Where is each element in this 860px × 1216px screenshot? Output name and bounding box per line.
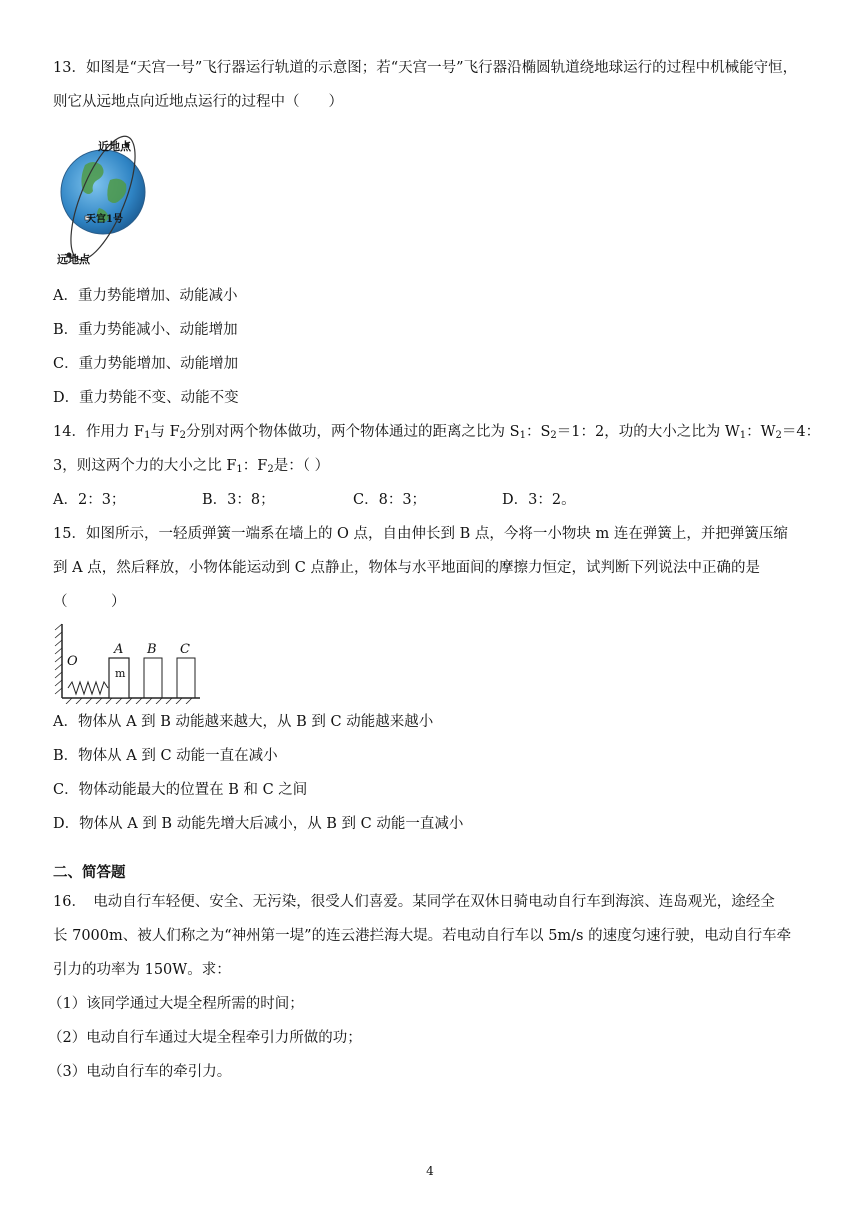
q14-stem-line2: 3，则这两个力的大小之比 $F_1$：$F_2$是：（ ） [53,458,330,475]
q16-stem-line3: 引力的功率为 150W。求： [53,962,231,978]
q13-stem-line1: 13．如图是“天宫一号”飞行器运行轨道的示意图；若“天宫一号”飞行器沿椭圆轨道绕地球运行的过程中机械能守恒， [53,60,798,76]
q16-stem-line1: 16． 电动自行车轻便、安全、无污染，很受人们喜爱。某同学在双休日骑电动自行车到海滨、连岛观光，途经全 [53,894,775,910]
block-b [144,658,162,698]
q16-part-1: （1）该同学通过大堤全程所需的时间； [48,996,304,1012]
spring [68,682,108,694]
q15-stem-line1: 15．如图所示，一轻质弹簧一端系在墙上的 O 点，自由伸长到 B 点，今将一小物块 m 连在弹簧上，并把弹簧压缩 [53,526,788,542]
page-number: 4 [426,1164,434,1178]
label-a: A [114,642,124,657]
q15-stem-line2: 到 A 点，然后释放，小物体能运动到 C 点静止，物体与水平地面间的摩擦力恒定，试判断下列说法中正确的是 [53,560,760,576]
label-b: B [147,642,157,657]
q15-stem-line3: （ ） [53,594,126,610]
q16-part-2: （2）电动自行车通过大堤全程牵引力所做的功； [48,1030,362,1046]
q14-option-c: C．8：3； [353,492,427,508]
q14-stem-line1: 14．作用力 $F_1$与 $F_2$分别对两个物体做功，两个物体通过的距离之比为 $S_1$：$S_2=1$：2，功的大小之比为 $W_1$：$W_2=4$： [53,424,821,441]
label-o: O [67,654,78,669]
q16-part-3: （3）电动自行车的牵引力。 [48,1064,232,1080]
q13-stem-line2: 则它从远地点向近地点运行的过程中（ ） [53,94,343,110]
q13-option-a: A．重力势能增加、动能减小 [53,288,238,304]
q13-option-b: B．重力势能减小、动能增加 [53,322,238,338]
craft-label: 天宫1号 [86,214,123,225]
q14-option-d: D．3：2。 [502,492,576,508]
near-point-label: 近地点 [98,140,131,153]
q15-option-c: C．物体动能最大的位置在 B 和 C 之间 [53,782,308,798]
q16-stem-line2: 长 7000m、被人们称之为“神州第一堤”的连云港拦海大堤。若电动自行车以 5m/s 的速度匀速行驶，电动自行车牵 [53,928,792,944]
q14-option-b: B．3：8； [202,492,275,508]
q13-option-d: D．重力势能不变、动能不变 [53,390,239,406]
label-c: C [180,642,190,657]
section-title: 二、简答题 [53,864,126,881]
label-m: m [115,667,126,680]
far-point-label: 远地点 [57,253,90,266]
q14-option-a: A．2：3； [53,492,126,508]
q15-option-b: B．物体从 A 到 C 动能一直在减小 [53,748,278,764]
q13-option-c: C．重力势能增加、动能增加 [53,356,239,372]
q15-option-d: D．物体从 A 到 B 动能先增大后减小，从 B 到 C 动能一直减小 [53,816,464,832]
q15-option-a: A．物体从 A 到 B 动能越来越大，从 B 到 C 动能越来越小 [53,714,434,730]
block-c [177,658,195,698]
